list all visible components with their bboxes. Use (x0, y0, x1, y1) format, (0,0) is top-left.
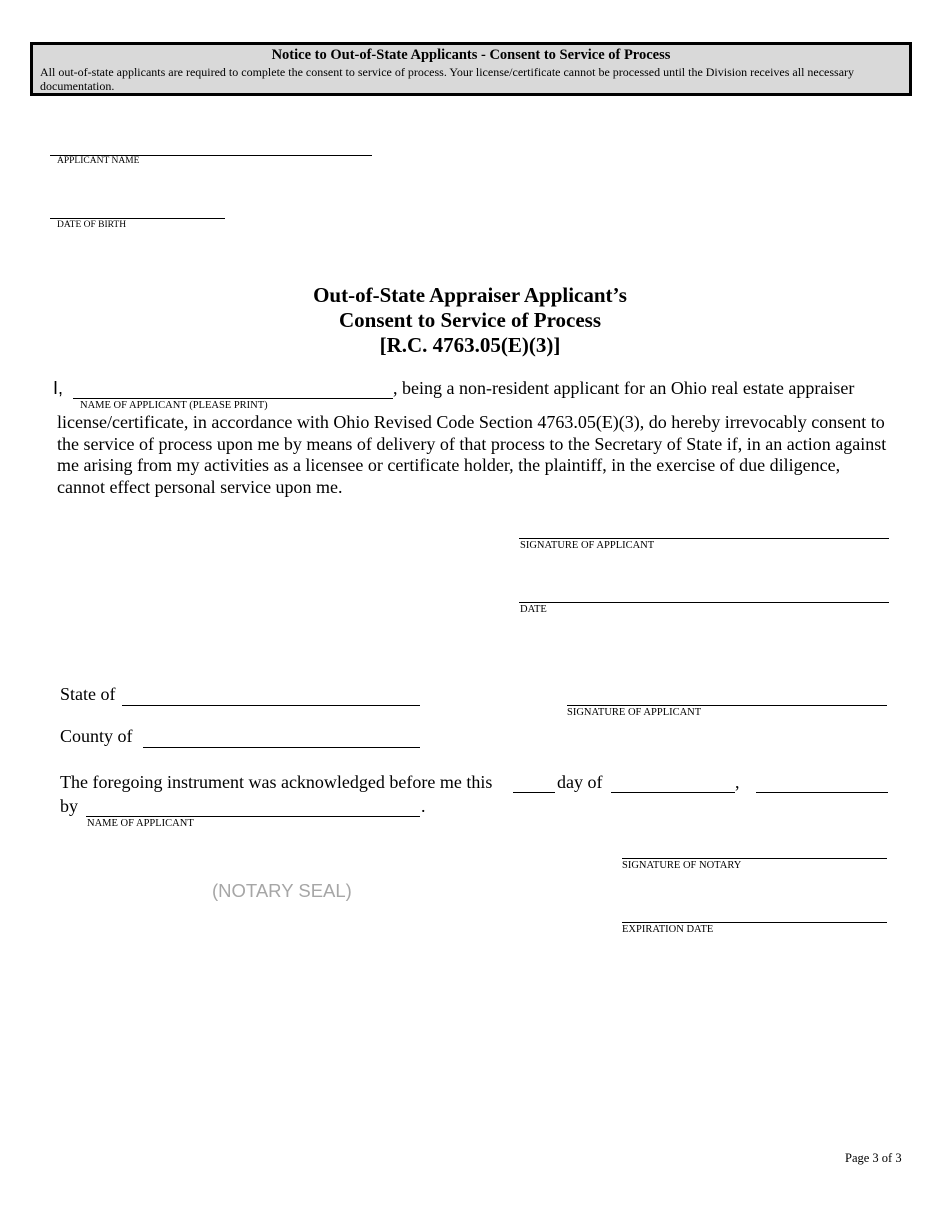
county-field[interactable] (143, 747, 420, 748)
page-number: Page 3 of 3 (845, 1151, 902, 1165)
signature-applicant-field[interactable] (519, 538, 889, 539)
ack-day-field[interactable] (513, 792, 555, 793)
consent-paragraph: license/certificate, in accordance with Ohio Revised Code Section 4763.05(E)(3), do hereby irrevocably consent to the service of process upon me by means of delivery of that process to the Secretary of State if, in an action against me arising from my activities as a licensee or certificate holder, the plaintiff, in the exercise of due diligence, cannot effect personal service upon me. (57, 412, 887, 497)
day-of-text: day of (557, 772, 603, 792)
acknowledgment-text: The foregoing instrument was acknowledged before me this (60, 772, 493, 792)
form-title (0, 283, 940, 358)
date-field[interactable] (519, 602, 889, 603)
consent-first-line: , being a non-resident applicant for an Ohio real estate appraiser (393, 378, 855, 398)
date-label: DATE (520, 604, 547, 615)
ack-comma: , (735, 772, 740, 792)
signature-applicant-label: SIGNATURE OF APPLICANT (520, 540, 655, 551)
notary-signature-applicant-label: SIGNATURE OF APPLICANT (567, 707, 702, 718)
notice-title: Notice to Out-of-State Applicants - Consent to Service of Process (271, 47, 671, 63)
notary-name-label: NAME OF APPLICANT (87, 818, 194, 829)
expiration-date-field[interactable] (622, 922, 887, 923)
form-title-line1: Out-of-State Appraiser Applicant’s (313, 283, 627, 307)
state-of-label: State of (60, 684, 116, 704)
date-of-birth-label: DATE OF BIRTH (57, 220, 127, 230)
notary-signature-field[interactable] (622, 858, 887, 859)
notary-signature-applicant-field[interactable] (567, 705, 887, 706)
by-period: . (421, 796, 426, 816)
form-title-line2: Consent to Service of Process (338, 308, 602, 332)
applicant-name-label: APPLICANT NAME (57, 156, 140, 166)
consent-name-label: NAME OF APPLICANT (PLEASE PRINT) (80, 400, 268, 411)
county-of-label: County of (60, 726, 133, 746)
consent-prefix: I, (53, 378, 64, 398)
by-text: by (60, 796, 78, 816)
form-title-line3: [R.C. 4763.05(E)(3)] (379, 333, 561, 357)
ack-month-field[interactable] (611, 792, 735, 793)
state-field[interactable] (122, 705, 420, 706)
expiration-date-label: EXPIRATION DATE (622, 924, 714, 935)
notary-seal-placeholder: (NOTARY SEAL) (212, 880, 352, 901)
date-of-birth-field[interactable] (50, 218, 225, 219)
notary-name-field[interactable] (86, 816, 420, 817)
notice-box (30, 42, 912, 96)
notice-body: All out-of-state applicants are required to complete the consent to service of process. Your license/certificate cannot be processed until the Division receives all necessary documentation. (40, 65, 855, 93)
consent-name-field[interactable] (73, 398, 393, 399)
ack-year-field[interactable] (756, 792, 888, 793)
notary-signature-label: SIGNATURE OF NOTARY (622, 860, 742, 871)
